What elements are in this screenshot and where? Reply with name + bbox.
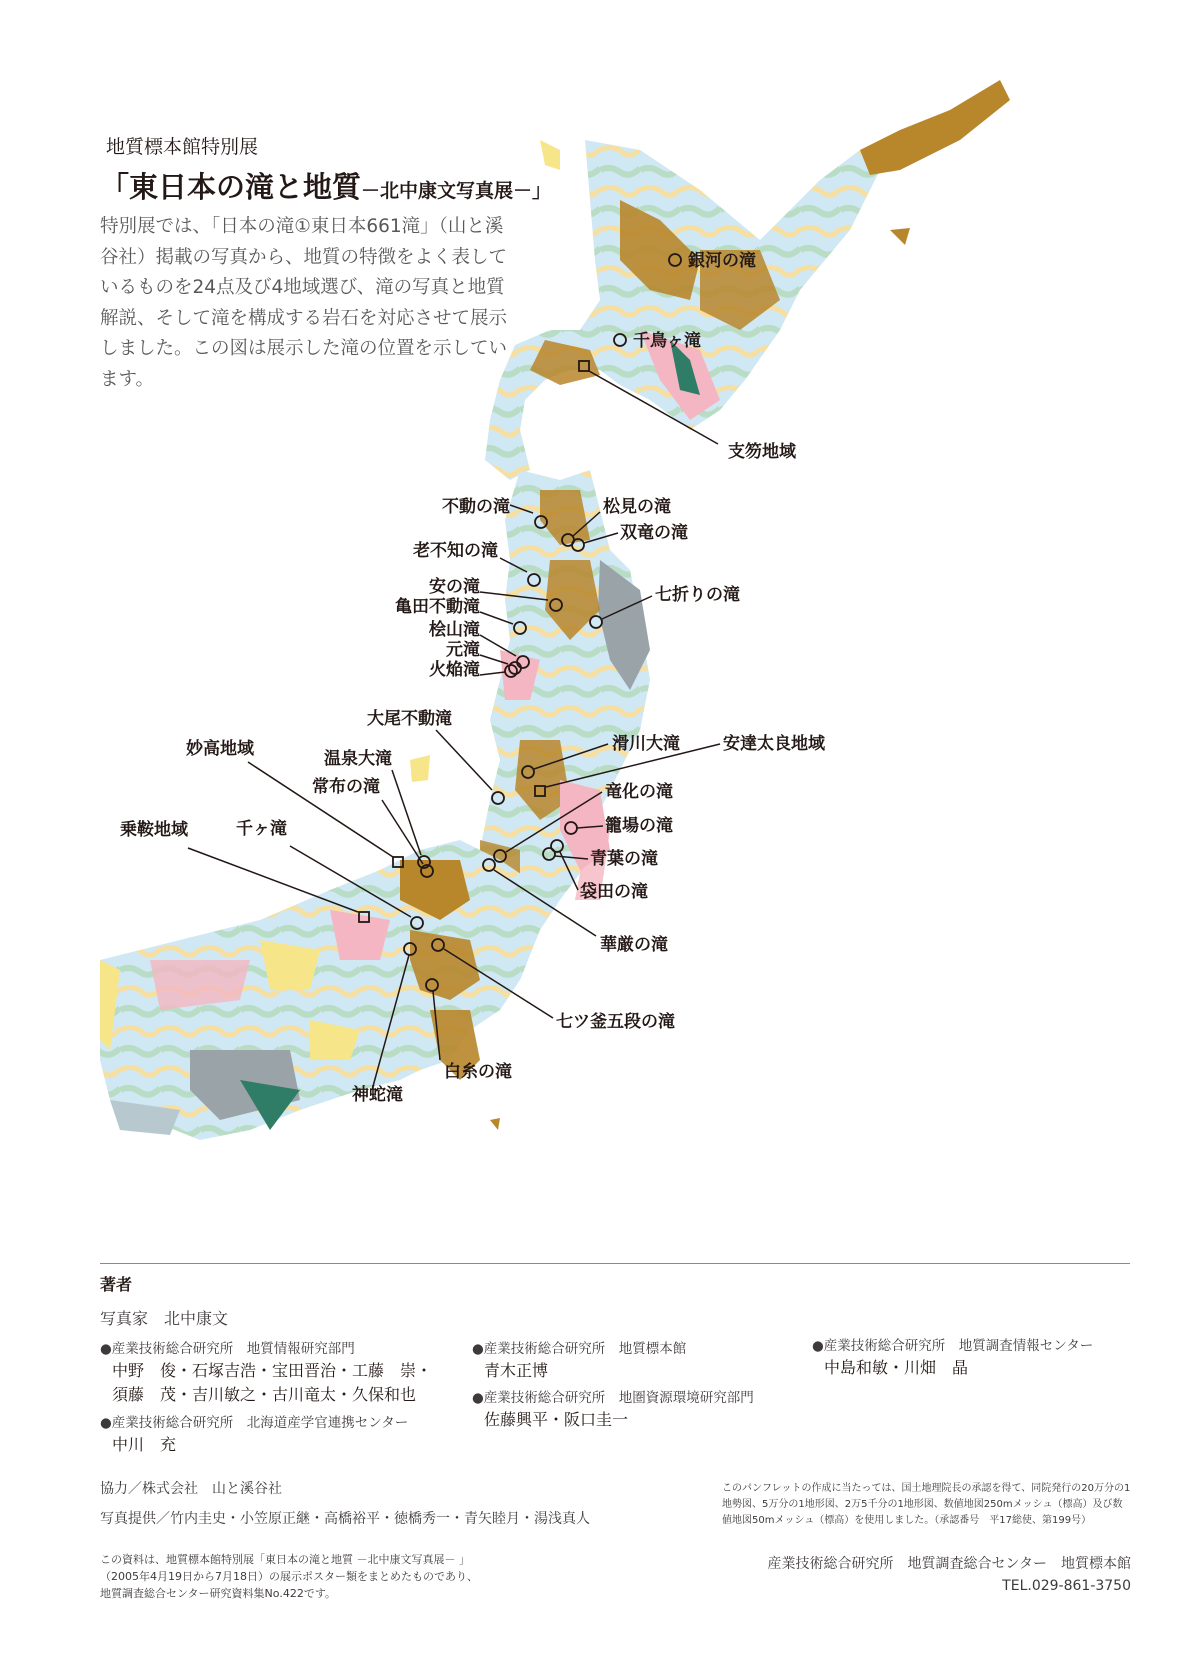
hokkaido-land (485, 80, 1010, 480)
waterfall-label: 華厳の滝 (600, 935, 668, 955)
author-group (472, 1340, 686, 1383)
intro-block (100, 132, 552, 395)
photo-credit: 写真提供／竹内圭史・小笠原正継・高橋裕平・徳橋秀一・青矢睦月・湯浅真人 (100, 1511, 590, 1527)
waterfall-label: 松見の滝 (603, 497, 671, 517)
author-names: 中野 俊・石塚吉浩・宝田晋治・工藤 崇・ (112, 1361, 433, 1380)
author-names: 須藤 茂・吉川敏之・古川竜太・久保和也 (112, 1385, 417, 1404)
region-label: 支笏地域 (728, 442, 796, 462)
author-org: ●産業技術総合研究所 地質調査情報センター (812, 1338, 1094, 1354)
cooperation-credit: 協力／株式会社 山と溪谷社 (100, 1481, 282, 1497)
author-names: 佐藤興平・阪口圭一 (484, 1410, 629, 1429)
publication-note-line: この資料は、地質標本館特別展「東日本の滝と地質 －北中康文写真展－ 」 (100, 1553, 470, 1566)
region-label: 妙高地域 (186, 739, 254, 759)
waterfall-label: 神蛇滝 (352, 1085, 403, 1105)
exhibit-description: 特別展では、「日本の滝①東日本661滝」（山と溪谷社）掲載の写真から、地質の特徴をよく表しているものを24点及び4地域選び、滝の写真と地質解説、そして滝を構成する岩石を対応させて展示しました。この図は展示した滝の位置を示しています。 (100, 216, 508, 390)
waterfall-label: 千ヶ滝 (236, 819, 287, 839)
waterfall-label: 桧山滝 (429, 620, 480, 640)
waterfall-label: 籠場の滝 (605, 816, 673, 836)
waterfall-label: 火焔滝 (429, 660, 480, 680)
publication-note-line: 地質調査総合センター研究資料集No.422です。 (100, 1587, 336, 1600)
authors-heading: 著者 (100, 1275, 133, 1294)
leader-line (436, 730, 492, 790)
publisher-name: 産業技術総合研究所 地質調査総合センター 地質標本館 (767, 1556, 1131, 1572)
waterfall-label: 大尾不動滝 (367, 709, 452, 729)
author-names: 中川 充 (112, 1435, 177, 1454)
central-honshu-land (100, 840, 540, 1140)
author-names: 中島和敏・川畑 晶 (824, 1358, 969, 1377)
map-approval-note: このパンフレットの作成に当たっては、国土地理院長の承認を得て、同院発行の20万分の1地勢図、5万分の1地形図、2万5千分の1地形図、数値地図250mメッシュ（標高）及び数値地図50mメッシュ（標高）を使用しました。（承認番号 平17総使、第199号） (722, 1483, 1131, 1526)
waterfall-label: 滑川大滝 (612, 734, 680, 754)
waterfall-label: 老不知の滝 (413, 541, 498, 561)
waterfall-label: 白糸の滝 (444, 1062, 512, 1082)
author-org: ●産業技術総合研究所 北海道産学官連携センター (100, 1415, 409, 1431)
author-org: ●産業技術総合研究所 地圏資源環境研究部門 (472, 1390, 754, 1406)
author-group (812, 1337, 1093, 1380)
leader-line (480, 672, 505, 675)
author-group (100, 1340, 432, 1407)
waterfall-label: 竜化の滝 (605, 782, 673, 802)
waterfall-label: 袋田の滝 (580, 882, 648, 902)
exhibit-subtitle: 地質標本館特別展 (106, 136, 259, 158)
waterfall-label: 元滝 (446, 640, 480, 660)
waterfall-label: 亀田不動滝 (395, 597, 480, 617)
waterfall-label: 常布の滝 (312, 777, 380, 797)
waterfall-label: 七ツ釜五段の滝 (556, 1012, 675, 1032)
waterfall-label: 千鳥ヶ滝 (633, 331, 701, 351)
waterfall-label: 青葉の滝 (590, 849, 658, 869)
waterfall-label: 温泉大滝 (324, 749, 392, 769)
author-org: ●産業技術総合研究所 地質情報研究部門 (100, 1341, 355, 1357)
leader-line (188, 848, 358, 912)
author-group (100, 1414, 408, 1457)
author-group (472, 1389, 754, 1432)
publication-note-line: （2005年4月19日から7月18日）の展示ポスター類をまとめたものであり、 (100, 1570, 478, 1583)
author-names: 青木正博 (484, 1361, 549, 1380)
waterfall-label: 不動の滝 (442, 497, 510, 517)
region-label: 安達太良地域 (723, 734, 825, 754)
waterfall-label: 七折りの滝 (655, 585, 740, 605)
publisher-phone: TEL.029-861-3750 (1002, 1578, 1131, 1594)
region-label: 乗鞍地域 (120, 820, 188, 840)
publication-note (100, 1551, 478, 1602)
exhibit-title (100, 165, 552, 206)
waterfall-label: 安の滝 (429, 577, 480, 597)
publisher-info (768, 1553, 1131, 1597)
author-org: ●産業技術総合研究所 地質標本館 (472, 1341, 687, 1357)
waterfall-label: 銀河の滝 (688, 251, 756, 271)
title-main: 「東日本の滝と地質 (100, 170, 362, 204)
footer-divider (100, 1263, 1130, 1264)
leader-line (392, 770, 421, 855)
title-sub: －北中康文写真展－」 (361, 180, 552, 202)
waterfall-label: 双竜の滝 (620, 523, 688, 543)
photographer-credit: 写真家 北中康文 (100, 1309, 229, 1328)
